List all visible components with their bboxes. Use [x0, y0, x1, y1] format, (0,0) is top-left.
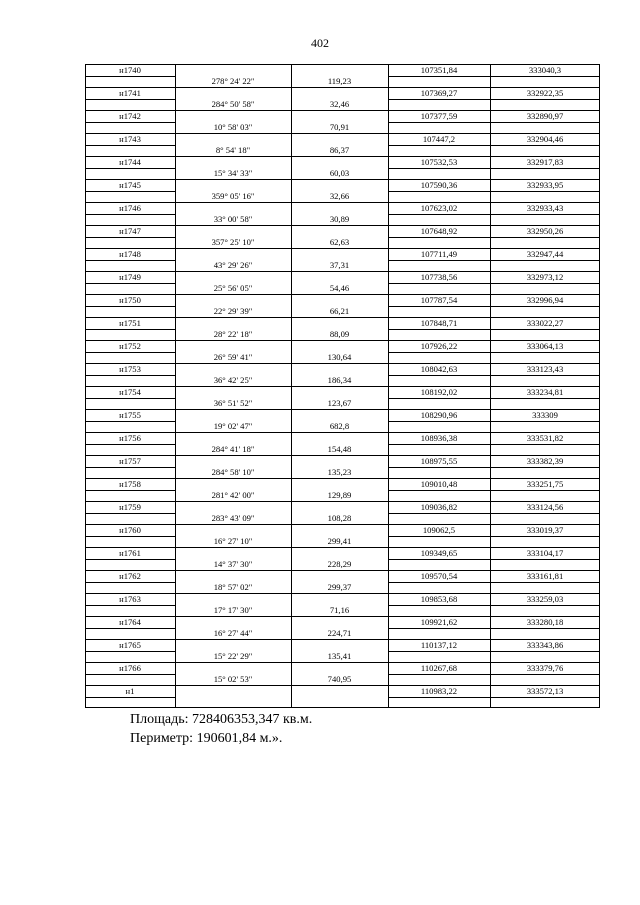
- direction-angle: 36° 51' 52": [213, 397, 253, 408]
- half-row-divider: [388, 306, 600, 307]
- half-row-divider: [388, 467, 600, 468]
- half-row-divider: [85, 99, 175, 100]
- segment-length: 299,37: [327, 581, 352, 592]
- point-name: н1747: [119, 225, 141, 236]
- point-name: н1742: [119, 110, 141, 121]
- half-row-divider: [388, 444, 600, 445]
- segment-length: 154,48: [327, 443, 352, 454]
- half-row-divider: [388, 352, 600, 353]
- point-name: н1755: [119, 409, 141, 420]
- point-name: н1757: [119, 455, 141, 466]
- segment-length: 130,64: [327, 351, 352, 362]
- direction-angle: 284° 50' 58": [211, 98, 255, 109]
- direction-angle: 36° 42' 25": [213, 374, 253, 385]
- half-row-divider: [85, 122, 175, 123]
- coord-y: 332973,12: [526, 271, 564, 282]
- direction-angle: 15° 02' 53": [213, 673, 253, 684]
- half-row-divider: [388, 398, 600, 399]
- segment-length: 682,8: [329, 420, 350, 431]
- coord-y: 332947,44: [526, 248, 564, 259]
- half-row-divider: [85, 168, 175, 169]
- half-row-divider: [85, 329, 175, 330]
- segment-length: 108,28: [327, 512, 352, 523]
- segment-length: 299,41: [327, 535, 352, 546]
- segment-length: 37,31: [329, 259, 350, 270]
- half-row-divider: [85, 76, 175, 77]
- direction-angle: 359° 05' 16": [211, 190, 255, 201]
- half-row-divider: [85, 214, 175, 215]
- half-row-divider: [388, 559, 600, 560]
- coord-y: 333124,56: [526, 501, 564, 512]
- coord-y: 332933,43: [526, 202, 564, 213]
- coord-y: 333234,81: [526, 386, 564, 397]
- coord-y: 332922,35: [526, 87, 564, 98]
- half-row-divider: [388, 674, 600, 675]
- coord-y: 333280,18: [526, 616, 564, 627]
- segment-length: 86,37: [329, 144, 350, 155]
- direction-angle: 19° 02' 47": [213, 420, 253, 431]
- coord-x: 107648,92: [420, 225, 458, 236]
- direction-angle: 14° 37' 30": [213, 558, 253, 569]
- coord-x: 107711,49: [420, 248, 458, 259]
- point-name: н1754: [119, 386, 141, 397]
- coord-y: 333531,82: [526, 432, 564, 443]
- half-row-divider: [388, 191, 600, 192]
- point-name: н1760: [119, 524, 141, 535]
- segment-length: 54,46: [329, 282, 350, 293]
- half-row-divider: [85, 191, 175, 192]
- point-name: н1744: [119, 156, 141, 167]
- point-name: н1766: [119, 662, 141, 673]
- half-row-divider: [388, 99, 600, 100]
- coord-y: 333309: [532, 409, 558, 420]
- coord-y: 333104,17: [526, 547, 564, 558]
- half-row-divider: [85, 490, 175, 491]
- point-name: н1756: [119, 432, 141, 443]
- point-name: н1746: [119, 202, 141, 213]
- page-number: 402: [311, 36, 329, 50]
- direction-angle: 43° 29' 26": [213, 259, 253, 270]
- direction-angle: 284° 41' 18": [211, 443, 255, 454]
- segment-length: 66,21: [329, 305, 350, 316]
- half-row-divider: [388, 375, 600, 376]
- segment-length: 186,34: [327, 374, 352, 385]
- half-row-divider: [388, 260, 600, 261]
- half-row-divider: [388, 237, 600, 238]
- half-row-divider: [85, 651, 175, 652]
- direction-angle: 22° 29' 39": [213, 305, 253, 316]
- segment-length: 88,09: [329, 328, 350, 339]
- point-name: н1740: [119, 64, 141, 75]
- direction-angle: 10° 58' 03": [213, 121, 253, 132]
- coord-x: 109921,62: [420, 616, 458, 627]
- half-row-divider: [388, 283, 600, 284]
- coord-x: 109853,68: [420, 593, 458, 604]
- coord-y: 333259,03: [526, 593, 564, 604]
- half-row-divider: [85, 444, 175, 445]
- segment-length: 32,46: [329, 98, 350, 109]
- half-row-divider: [85, 283, 175, 284]
- segment-length: 30,89: [329, 213, 350, 224]
- segment-length: 135,41: [327, 650, 352, 661]
- direction-angle: 281° 42' 00": [211, 489, 255, 500]
- coord-x: 107848,71: [420, 317, 458, 328]
- segment-length: 135,23: [327, 466, 352, 477]
- coord-x: 108192,02: [420, 386, 458, 397]
- coord-x: 110267,68: [420, 662, 458, 673]
- half-row-divider: [85, 352, 175, 353]
- coord-y: 332904,46: [526, 133, 564, 144]
- coord-y: 333123,43: [526, 363, 564, 374]
- segment-length: 740,95: [327, 673, 352, 684]
- half-row-divider: [85, 306, 175, 307]
- half-row-divider: [388, 214, 600, 215]
- coord-y: 332917,83: [526, 156, 564, 167]
- direction-angle: 25° 56' 05": [213, 282, 253, 293]
- half-row-divider: [85, 674, 175, 675]
- point-name: н1749: [119, 271, 141, 282]
- point-name: н1753: [119, 363, 141, 374]
- point-name: н1751: [119, 317, 141, 328]
- half-row-divider: [388, 651, 600, 652]
- direction-angle: 15° 34' 33": [213, 167, 253, 178]
- coord-x: 109010,48: [420, 478, 458, 489]
- direction-angle: 8° 54' 18": [215, 144, 251, 155]
- point-name: н1741: [119, 87, 141, 98]
- half-row-divider: [85, 536, 175, 537]
- coord-x: 108290,96: [420, 409, 458, 420]
- segment-length: 119,23: [327, 75, 352, 86]
- half-row-divider: [388, 122, 600, 123]
- direction-angle: 278° 24' 22": [211, 75, 255, 86]
- half-row-divider: [85, 697, 175, 698]
- coord-y: 333019,37: [526, 524, 564, 535]
- segment-length: 60,03: [329, 167, 350, 178]
- coord-x: 109036,82: [420, 501, 458, 512]
- coord-x: 110137,12: [420, 639, 458, 650]
- point-name: н1750: [119, 294, 141, 305]
- point-name: н1762: [119, 570, 141, 581]
- segment-length: 123,67: [327, 397, 352, 408]
- coord-y: 333382,39: [526, 455, 564, 466]
- direction-angle: 284° 58' 10": [211, 466, 255, 477]
- segment-length: 224,71: [327, 627, 352, 638]
- coord-y: 332933,95: [526, 179, 564, 190]
- direction-angle: 16° 27' 44": [213, 627, 253, 638]
- half-row-divider: [388, 582, 600, 583]
- coord-y: 332950,26: [526, 225, 564, 236]
- coord-x: 109570,54: [420, 570, 458, 581]
- direction-angle: 28° 22' 18": [213, 328, 253, 339]
- coord-x: 107377,59: [420, 110, 458, 121]
- point-name: н1759: [119, 501, 141, 512]
- direction-angle: 283° 43' 09": [211, 512, 255, 523]
- coord-x: 108936,38: [420, 432, 458, 443]
- segment-length: 129,89: [327, 489, 352, 500]
- coord-x: 107369,27: [420, 87, 458, 98]
- coord-y: 333572,13: [526, 685, 564, 696]
- segment-length: 32,66: [329, 190, 350, 201]
- perimeter-text: Периметр: 190601,84 м.».: [130, 731, 283, 746]
- half-row-divider: [388, 605, 600, 606]
- coord-y: 333040,3: [528, 64, 562, 75]
- half-row-divider: [388, 513, 600, 514]
- segment-length: 62,63: [329, 236, 350, 247]
- point-name: н1: [125, 685, 135, 696]
- half-row-divider: [85, 582, 175, 583]
- coord-y: 333022,27: [526, 317, 564, 328]
- coord-y: 333161,81: [526, 570, 564, 581]
- half-row-divider: [85, 467, 175, 468]
- coord-x: 107590,36: [420, 179, 458, 190]
- half-row-divider: [85, 421, 175, 422]
- direction-angle: 26° 59' 41": [213, 351, 253, 362]
- coord-y: 333064,13: [526, 340, 564, 351]
- half-row-divider: [85, 513, 175, 514]
- coord-x: 107926,22: [420, 340, 458, 351]
- coord-y: 332996,94: [526, 294, 564, 305]
- half-row-divider: [85, 237, 175, 238]
- half-row-divider: [388, 490, 600, 491]
- coord-x: 107532,53: [420, 156, 458, 167]
- segment-length: 70,91: [329, 121, 350, 132]
- point-name: н1764: [119, 616, 141, 627]
- direction-angle: 17° 17' 30": [213, 604, 253, 615]
- coord-x: 110983,22: [420, 685, 458, 696]
- half-row-divider: [85, 398, 175, 399]
- half-row-divider: [388, 421, 600, 422]
- point-name: н1761: [119, 547, 141, 558]
- segment-length: 228,29: [327, 558, 352, 569]
- coord-x: 108975,55: [420, 455, 458, 466]
- half-row-divider: [85, 628, 175, 629]
- half-row-divider: [388, 168, 600, 169]
- direction-angle: 16° 27' 10": [213, 535, 253, 546]
- half-row-divider: [388, 329, 600, 330]
- direction-angle: 357° 25' 10": [211, 236, 255, 247]
- half-row-divider: [85, 559, 175, 560]
- half-row-divider: [388, 697, 600, 698]
- coord-y: 333343,86: [526, 639, 564, 650]
- coord-y: 333379,76: [526, 662, 564, 673]
- coord-x: 107738,56: [420, 271, 458, 282]
- point-name: н1758: [119, 478, 141, 489]
- half-row-divider: [85, 375, 175, 376]
- coord-x: 107623,02: [420, 202, 458, 213]
- area-text: Площадь: 728406353,347 кв.м.: [130, 712, 313, 727]
- direction-angle: 15° 22' 29": [213, 650, 253, 661]
- coord-x: 109349,65: [420, 547, 458, 558]
- half-row-divider: [85, 145, 175, 146]
- coord-y: 332890,97: [526, 110, 564, 121]
- half-row-divider: [388, 536, 600, 537]
- half-row-divider: [85, 260, 175, 261]
- half-row-divider: [388, 628, 600, 629]
- coord-x: 107447,2: [422, 133, 456, 144]
- half-row-divider: [388, 145, 600, 146]
- point-name: н1752: [119, 340, 141, 351]
- segment-length: 71,16: [329, 604, 350, 615]
- point-name: н1763: [119, 593, 141, 604]
- coord-x: 107787,54: [420, 294, 458, 305]
- coord-y: 333251,75: [526, 478, 564, 489]
- summary-block: [130, 710, 312, 748]
- direction-angle: 33° 00' 58": [213, 213, 253, 224]
- half-row-divider: [85, 605, 175, 606]
- point-name: н1743: [119, 133, 141, 144]
- half-row-divider: [388, 76, 600, 77]
- point-name: н1745: [119, 179, 141, 190]
- coord-x: 107351,84: [420, 64, 458, 75]
- point-name: н1748: [119, 248, 141, 259]
- coord-x: 108042,63: [420, 363, 458, 374]
- direction-angle: 18° 57' 02": [213, 581, 253, 592]
- point-name: н1765: [119, 639, 141, 650]
- coord-x: 109062,5: [422, 524, 456, 535]
